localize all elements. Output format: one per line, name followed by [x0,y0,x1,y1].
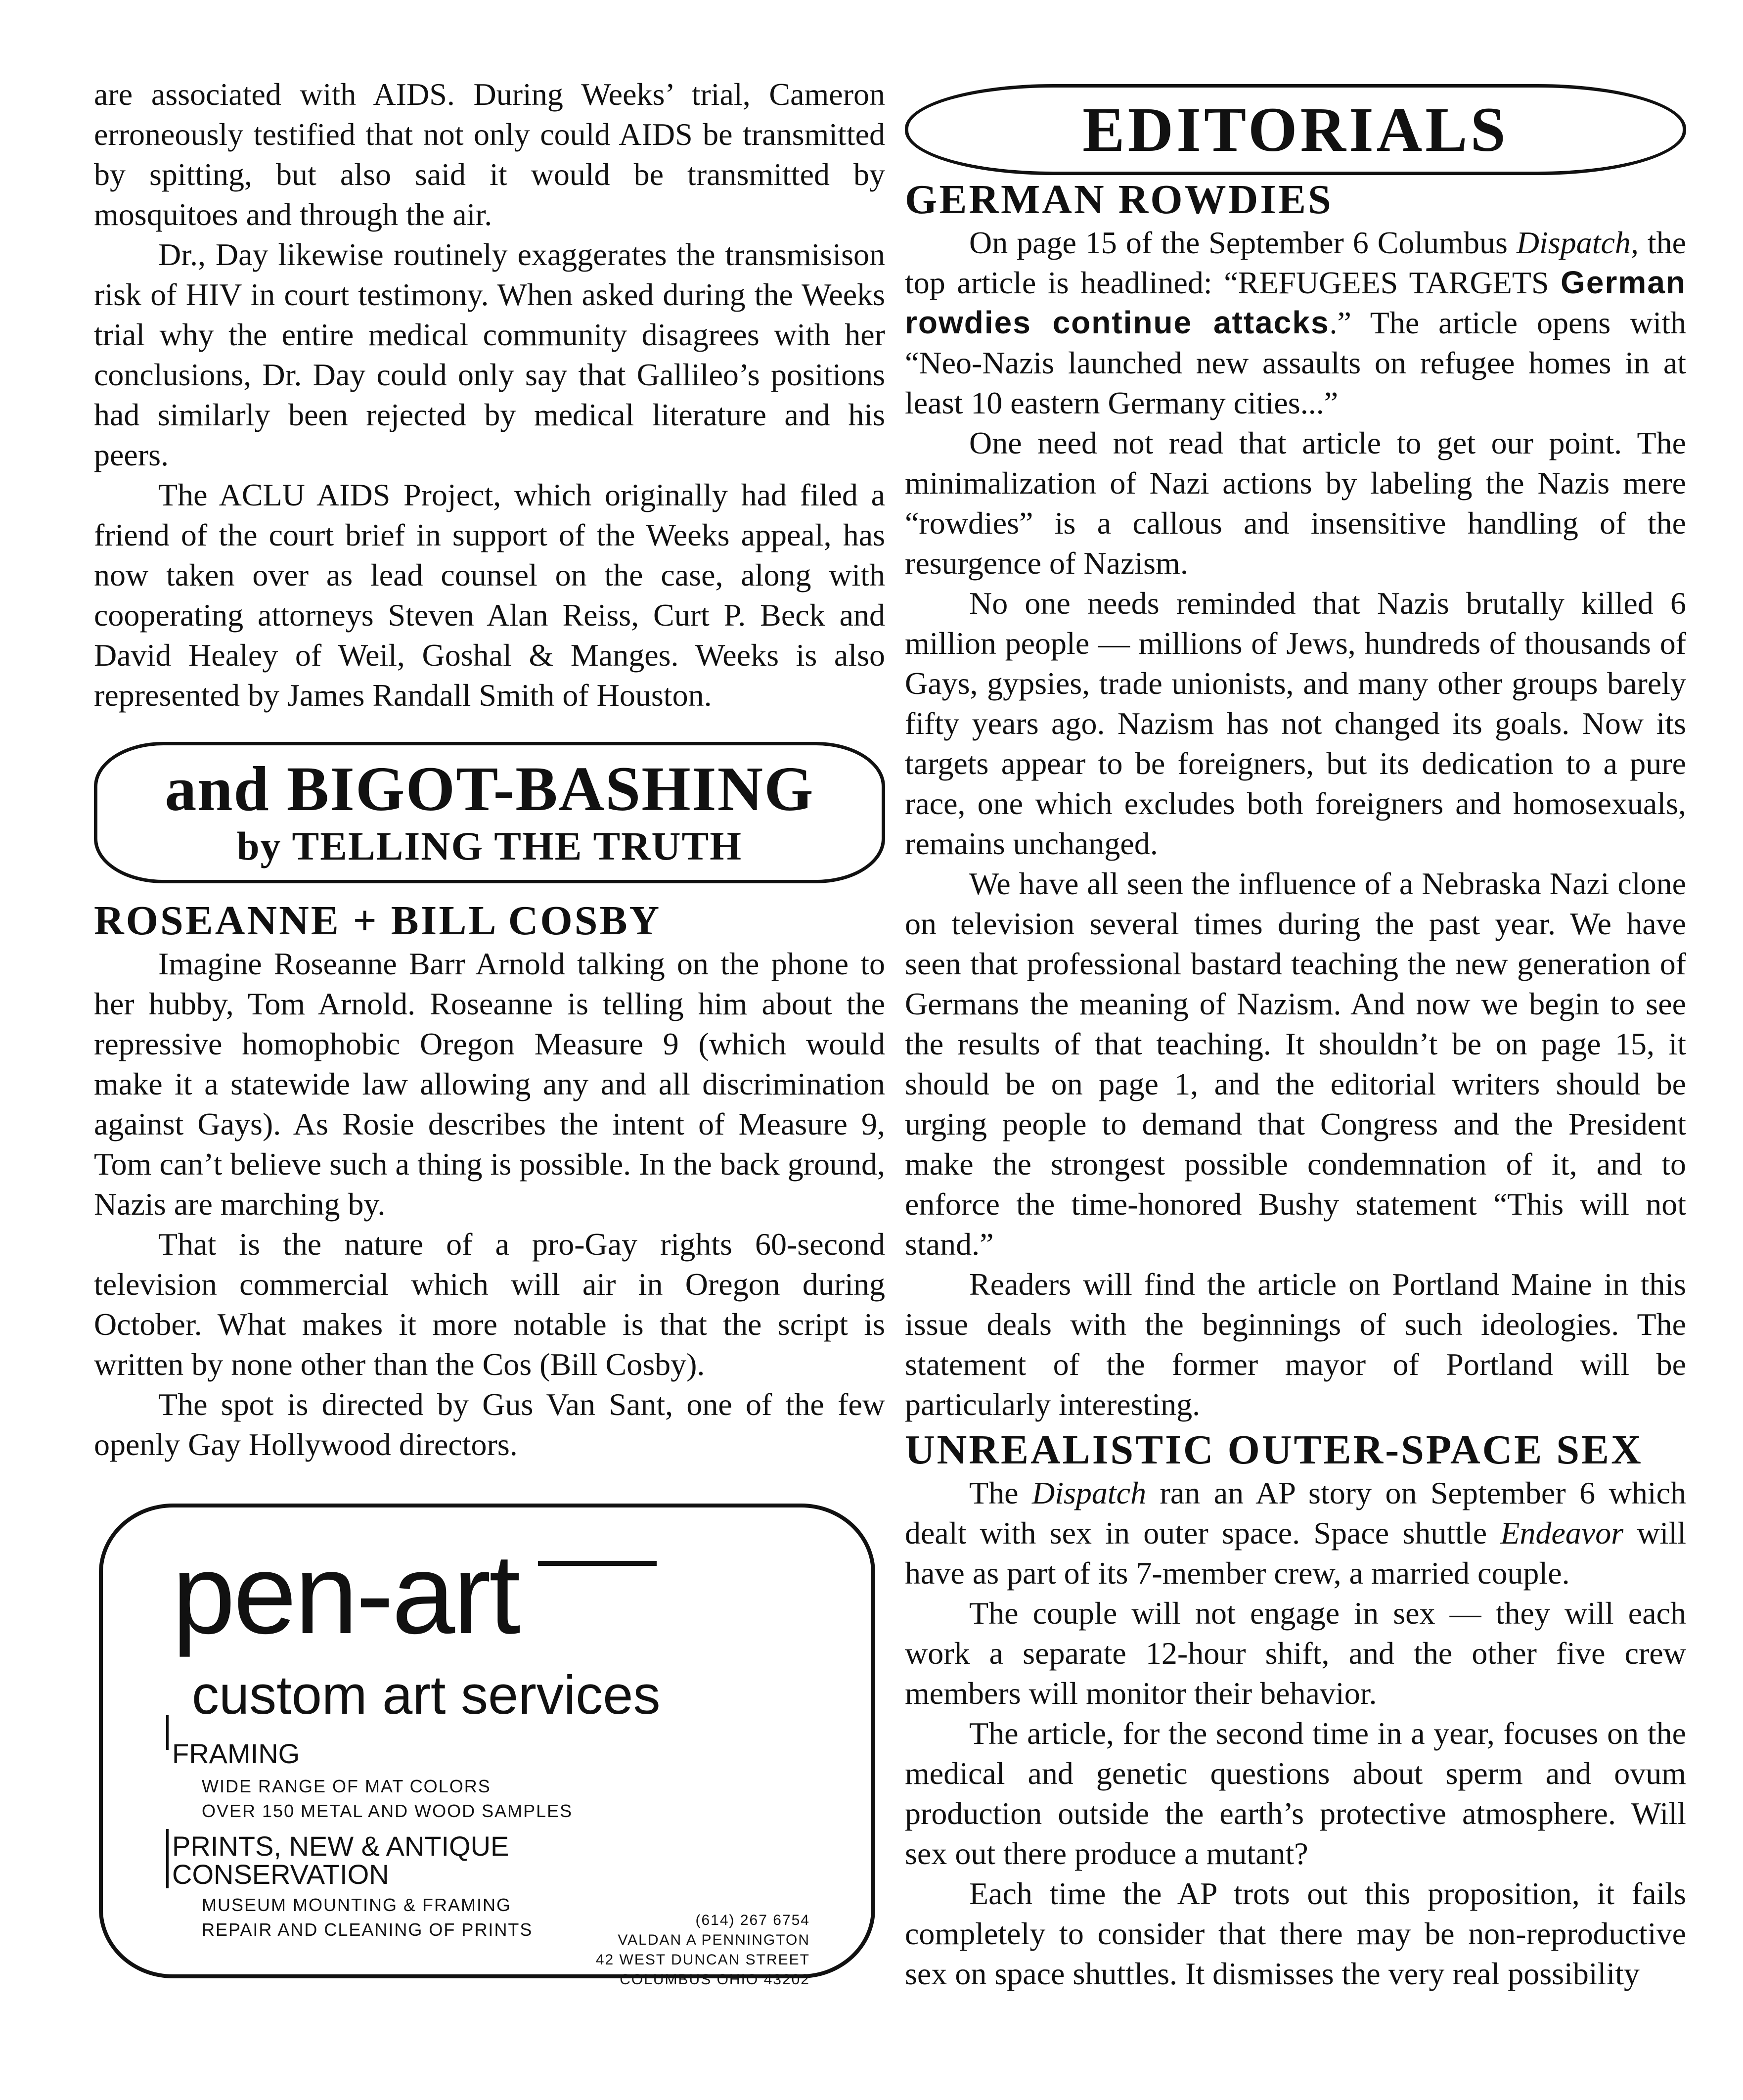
text-run: The [969,1475,1032,1510]
ad-conservation-heading: CONSERVATION [172,1859,389,1890]
text-run: ran an AP story on September 6 which dealt with sex in outer space. Space shuttle [905,1475,1687,1551]
roseanne-paragraph: That is the nature of a pro-Gay rights 60-second television commercial which will air in Oregon during October. What makes it more notable is that the script is written by none other than the Cos (Bill Cosby). [94,1227,885,1382]
german-paragraph: One need not read that article to get our point. The minimalization of Nazi actions by labeling the Nazis mere “rowdies” is a callous and insensitive handling of the resurgence of Nazism. [905,425,1686,581]
ad-city: COLUMBUS OHIO 43202 [620,1971,810,1988]
german-paragraph: Readers will find the article on Portland Maine in this issue deals with the beginnings of such ideologies. The statement of the former mayor of Portland will be particularly interesting. [905,1267,1686,1422]
ad-conservation-item: REPAIR AND CLEANING OF PRINTS [202,1919,533,1940]
banner-subtitle: by TELLING THE TRUTH [236,823,743,868]
ad-conservation-item: MUSEUM MOUNTING & FRAMING [202,1895,511,1915]
editorials-title: EDITORIALS [1082,94,1509,165]
ad-prints-heading: PRINTS, NEW & ANTIQUE [172,1830,509,1862]
banner-title: and BIGOT-BASHING [165,754,814,824]
ad-framing-heading: FRAMING [172,1738,300,1769]
italic-text: Endeavor [1500,1515,1624,1551]
pen-art-logo: pen-art [172,1530,519,1657]
text-run: the top article is headlined: “REFUGEES TARGETS [905,225,1687,300]
german-paragraph: No one needs reminded that Nazis brutally killed 6 million people — millions of Jews, hundreds of thousands of Gays, gypsies, trade unionists, and many other groups barely fifty years ago. Nazism has not changed its goals. Now its targets appear to be foreigners, but its dedication to a pure race, one which excludes both foreigners and homosexuals, remains unchanged. [905,586,1686,861]
space-paragraph: The couple will not engage in sex — they will each work a separate 12-hour shift, and the other five crew members will monitor their behavior. [905,1596,1686,1711]
german-rowdies-heading: GERMAN ROWDIES [905,177,1333,223]
right-column [905,84,1686,1994]
aids-article-paragraph: are associated with AIDS. During Weeks’ trial, Cameron erroneously testified that not only could AIDS be transmitted by spitting, but also said it would be transmitted by mosquitoes and through the air. [94,77,885,232]
bigot-bashing-banner [94,742,885,883]
text-run: .” The article opens with “Neo-Nazis launched new assaults on refugee homes in at least 10 eastern Germany cities...” [905,305,1686,420]
text-run: will have as part of its 7-member crew, a married couple. [905,1515,1687,1591]
italic-text: Dispatch, [1516,225,1639,260]
ad-address [568,1911,810,1990]
aids-article-paragraph: Dr., Day likewise routinely exaggerates the transmisison risk of HIV in court testimony. When asked during the Weeks trial why the entire medical community disagrees with her conclusions, Dr. Day could only say that Gallileo’s positions had similarly been rejected by medical literature and his peers. [94,237,885,472]
ad-framing-item: WIDE RANGE OF MAT COLORS [202,1776,491,1796]
left-column [94,74,885,1464]
ad-framing-item: OVER 150 METAL AND WOOD SAMPLES [202,1801,573,1821]
ad-tagline: custom art services [192,1665,661,1726]
ad-divider [166,1829,169,1888]
logo-underline [538,1561,657,1566]
ad-owner-name: VALDAN A PENNINGTON [618,1932,810,1948]
aids-article-paragraph: The ACLU AIDS Project, which originally had filed a friend of the court brief in support of the Weeks appeal, has now taken over as lead counsel on the case, along with cooperating attorneys Steven Alan Reiss, Curt P. Beck and David Healey of Weil, Goshal & Manges. Weeks is also represented by James Randall Smith of Houston. [94,477,885,713]
ad-phone: (614) 267 6754 [695,1912,810,1928]
space-paragraph [905,1473,1686,1593]
space-paragraph: Each time the AP trots out this proposition, it fails completely to consider that there may be non-reproductive sex on space shuttles. It dismisses the very real possibility [905,1876,1686,1991]
ad-divider [166,1715,169,1750]
italic-text: Dispatch [1031,1475,1147,1510]
space-paragraph: The article, for the second time in a year, focuses on the medical and genetic questions about sperm and ovum production outside the earth’s protective atmosphere. Will sex out there produce a mutant? [905,1716,1686,1871]
editorials-banner [905,84,1686,175]
text-run: On page 15 of the September 6 Columbus [969,225,1517,260]
outer-space-heading: UNREALISTIC OUTER-SPACE SEX [905,1427,1643,1473]
bold-headline-text: German rowdies continue attacks [905,265,1686,340]
german-paragraph [905,223,1686,423]
roseanne-heading: ROSEANNE + BILL COSBY [94,898,662,944]
pen-art-advertisement [99,1504,875,1988]
roseanne-paragraph: Imagine Roseanne Barr Arnold talking on the phone to her hubby, Tom Arnold. Roseanne is telling him about the repressive homophobic Oregon Measure 9 (which would make it a statewide law allowing any and all discrimination against Gays). As Rosie describes the intent of Measure 9, Tom can’t believe such a thing is possible. In the back ground, Nazis are marching by. [94,946,885,1222]
ad-street: 42 WEST DUNCAN STREET [595,1952,810,1968]
roseanne-paragraph: The spot is directed by Gus Van Sant, one of the few openly Gay Hollywood directors. [94,1387,885,1462]
german-paragraph: We have all seen the influence of a Nebraska Nazi clone on television several times during the past year. We have seen that professional bastard teaching the new generation of Germans the meaning of Nazism. And now we begin to see the results of that teaching. It shouldn’t be on page 15, it should be on page 1, and the editorial writers should be urging people to demand that Congress and the President make the strongest possible condemnation of it, and to enforce the time-honored Bushy statement “This will not stand.” [905,866,1686,1262]
